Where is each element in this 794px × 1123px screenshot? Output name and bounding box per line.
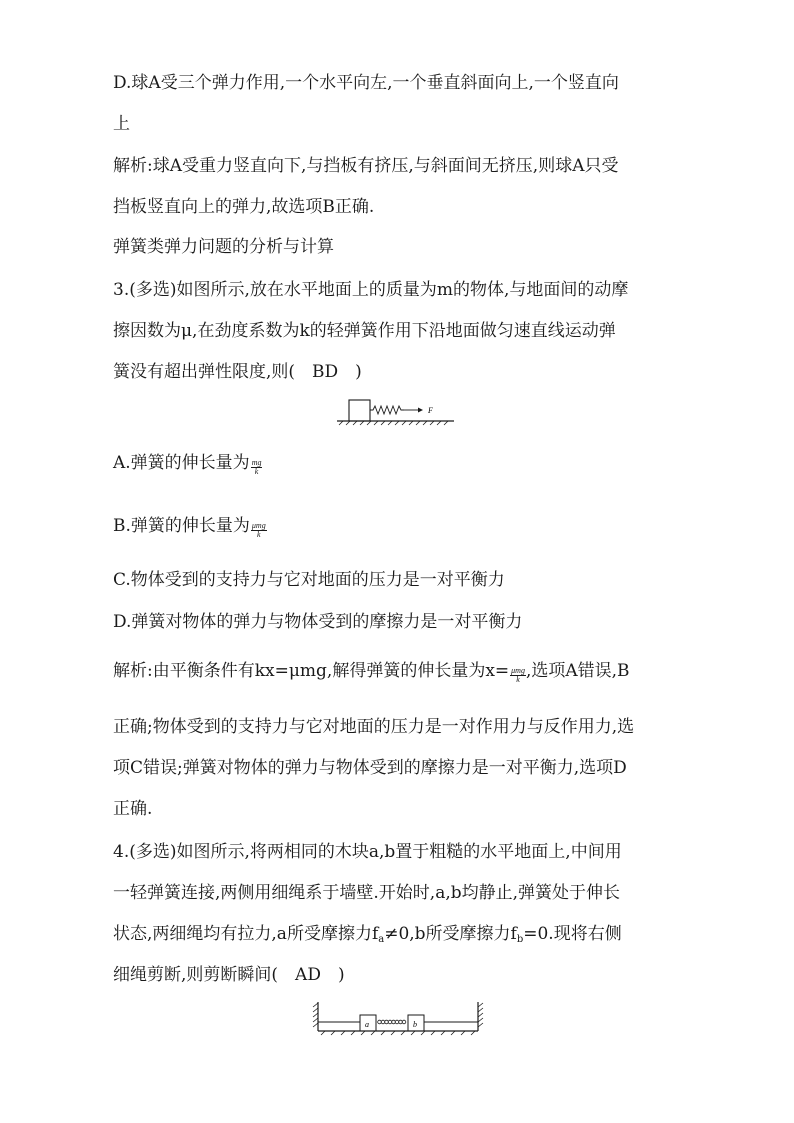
question-4-line-1: 4.(多选)如图所示,将两相同的木块a,b置于粗糙的水平地面上,中间用 [113, 842, 622, 862]
analysis-2-line-2: 挡板竖直向上的弹力,故选项B正确. [113, 197, 375, 217]
label-a: a [365, 1020, 369, 1029]
option-a[interactable] [113, 452, 262, 476]
force-arrowhead [418, 408, 423, 413]
right-wall-hatching [478, 1003, 483, 1027]
option-b-text: B.弹簧的伸长量为 [113, 516, 250, 536]
option-b[interactable] [113, 515, 267, 539]
spring [370, 406, 404, 414]
question-3-line-3: 簧没有超出弹性限度,则( BD ) [113, 362, 362, 382]
option-d[interactable]: D.弹簧对物体的弹力与物体受到的摩擦力是一对平衡力 [113, 612, 523, 632]
block [349, 400, 370, 421]
left-wall-hatching [313, 1003, 318, 1027]
line-option-d-prev: D.球A受三个弹力作用,一个水平向左,一个垂直斜面向上,一个竖直向 [113, 73, 619, 93]
analysis-3-line-2: 正确;物体受到的支持力与它对地面的压力是一对作用力与反作用力,选 [113, 717, 635, 737]
force-label: F [428, 406, 433, 415]
question-3-line-2: 擦因数为μ,在劲度系数为k的轻弹簧作用下沿地面做匀速直线运动弹 [113, 321, 616, 341]
fraction-mg-over-k: $\frac{mg}{k}$ [251, 458, 262, 476]
fraction-mumg-over-k: $\frac{\text{μmg}}{k}$ [251, 521, 266, 539]
question-4-line-4: 细绳剪断,则剪断瞬间( AD ) [113, 965, 345, 985]
analysis-3-line-1: 解析:由平衡条件有kx=μmg,解得弹簧的伸长量为x= $\frac{\text{μmg}}{k}$ ,选项A错误,B [113, 661, 630, 684]
question-4-line-3: 状态,两细绳均有拉力,a所受摩擦力$f_a\ne 0,b$所受摩擦力$f_b=0$.现将右侧 [113, 924, 622, 945]
analysis-3-line-4: 正确. [113, 799, 153, 819]
section-heading: 弹簧类弹力问题的分析与计算 [113, 237, 334, 257]
option-c[interactable]: C.物体受到的支持力与它对地面的压力是一对平衡力 [113, 570, 505, 590]
line-option-d-prev-cont: 上 [113, 114, 130, 134]
spring-coils [378, 1020, 406, 1024]
fraction-x-value: $\frac{\text{μmg}}{k}$ [511, 666, 525, 684]
option-a-text: A.弹簧的伸长量为 [113, 453, 250, 473]
analysis-2-line-1: 解析:球A受重力竖直向下,与挡板有挤压,与斜面间无挤压,则球A只受 [113, 156, 619, 176]
figure-two-blocks [312, 998, 484, 1036]
label-b: b [413, 1020, 417, 1029]
analysis-3-line-3: 项C错误;弹簧对物体的弹力与物体受到的摩擦力是一对平衡力,选项D [113, 758, 627, 778]
question-3-line-1: 3.(多选)如图所示,放在水平地面上的质量为m的物体,与地面间的动摩 [113, 280, 629, 300]
ground-hatching [339, 421, 448, 425]
figure-spring-block [334, 396, 458, 426]
question-4-line-2: 一轻弹簧连接,两侧用细绳系于墙壁.开始时,a,b均静止,弹簧处于伸长 [113, 883, 621, 903]
